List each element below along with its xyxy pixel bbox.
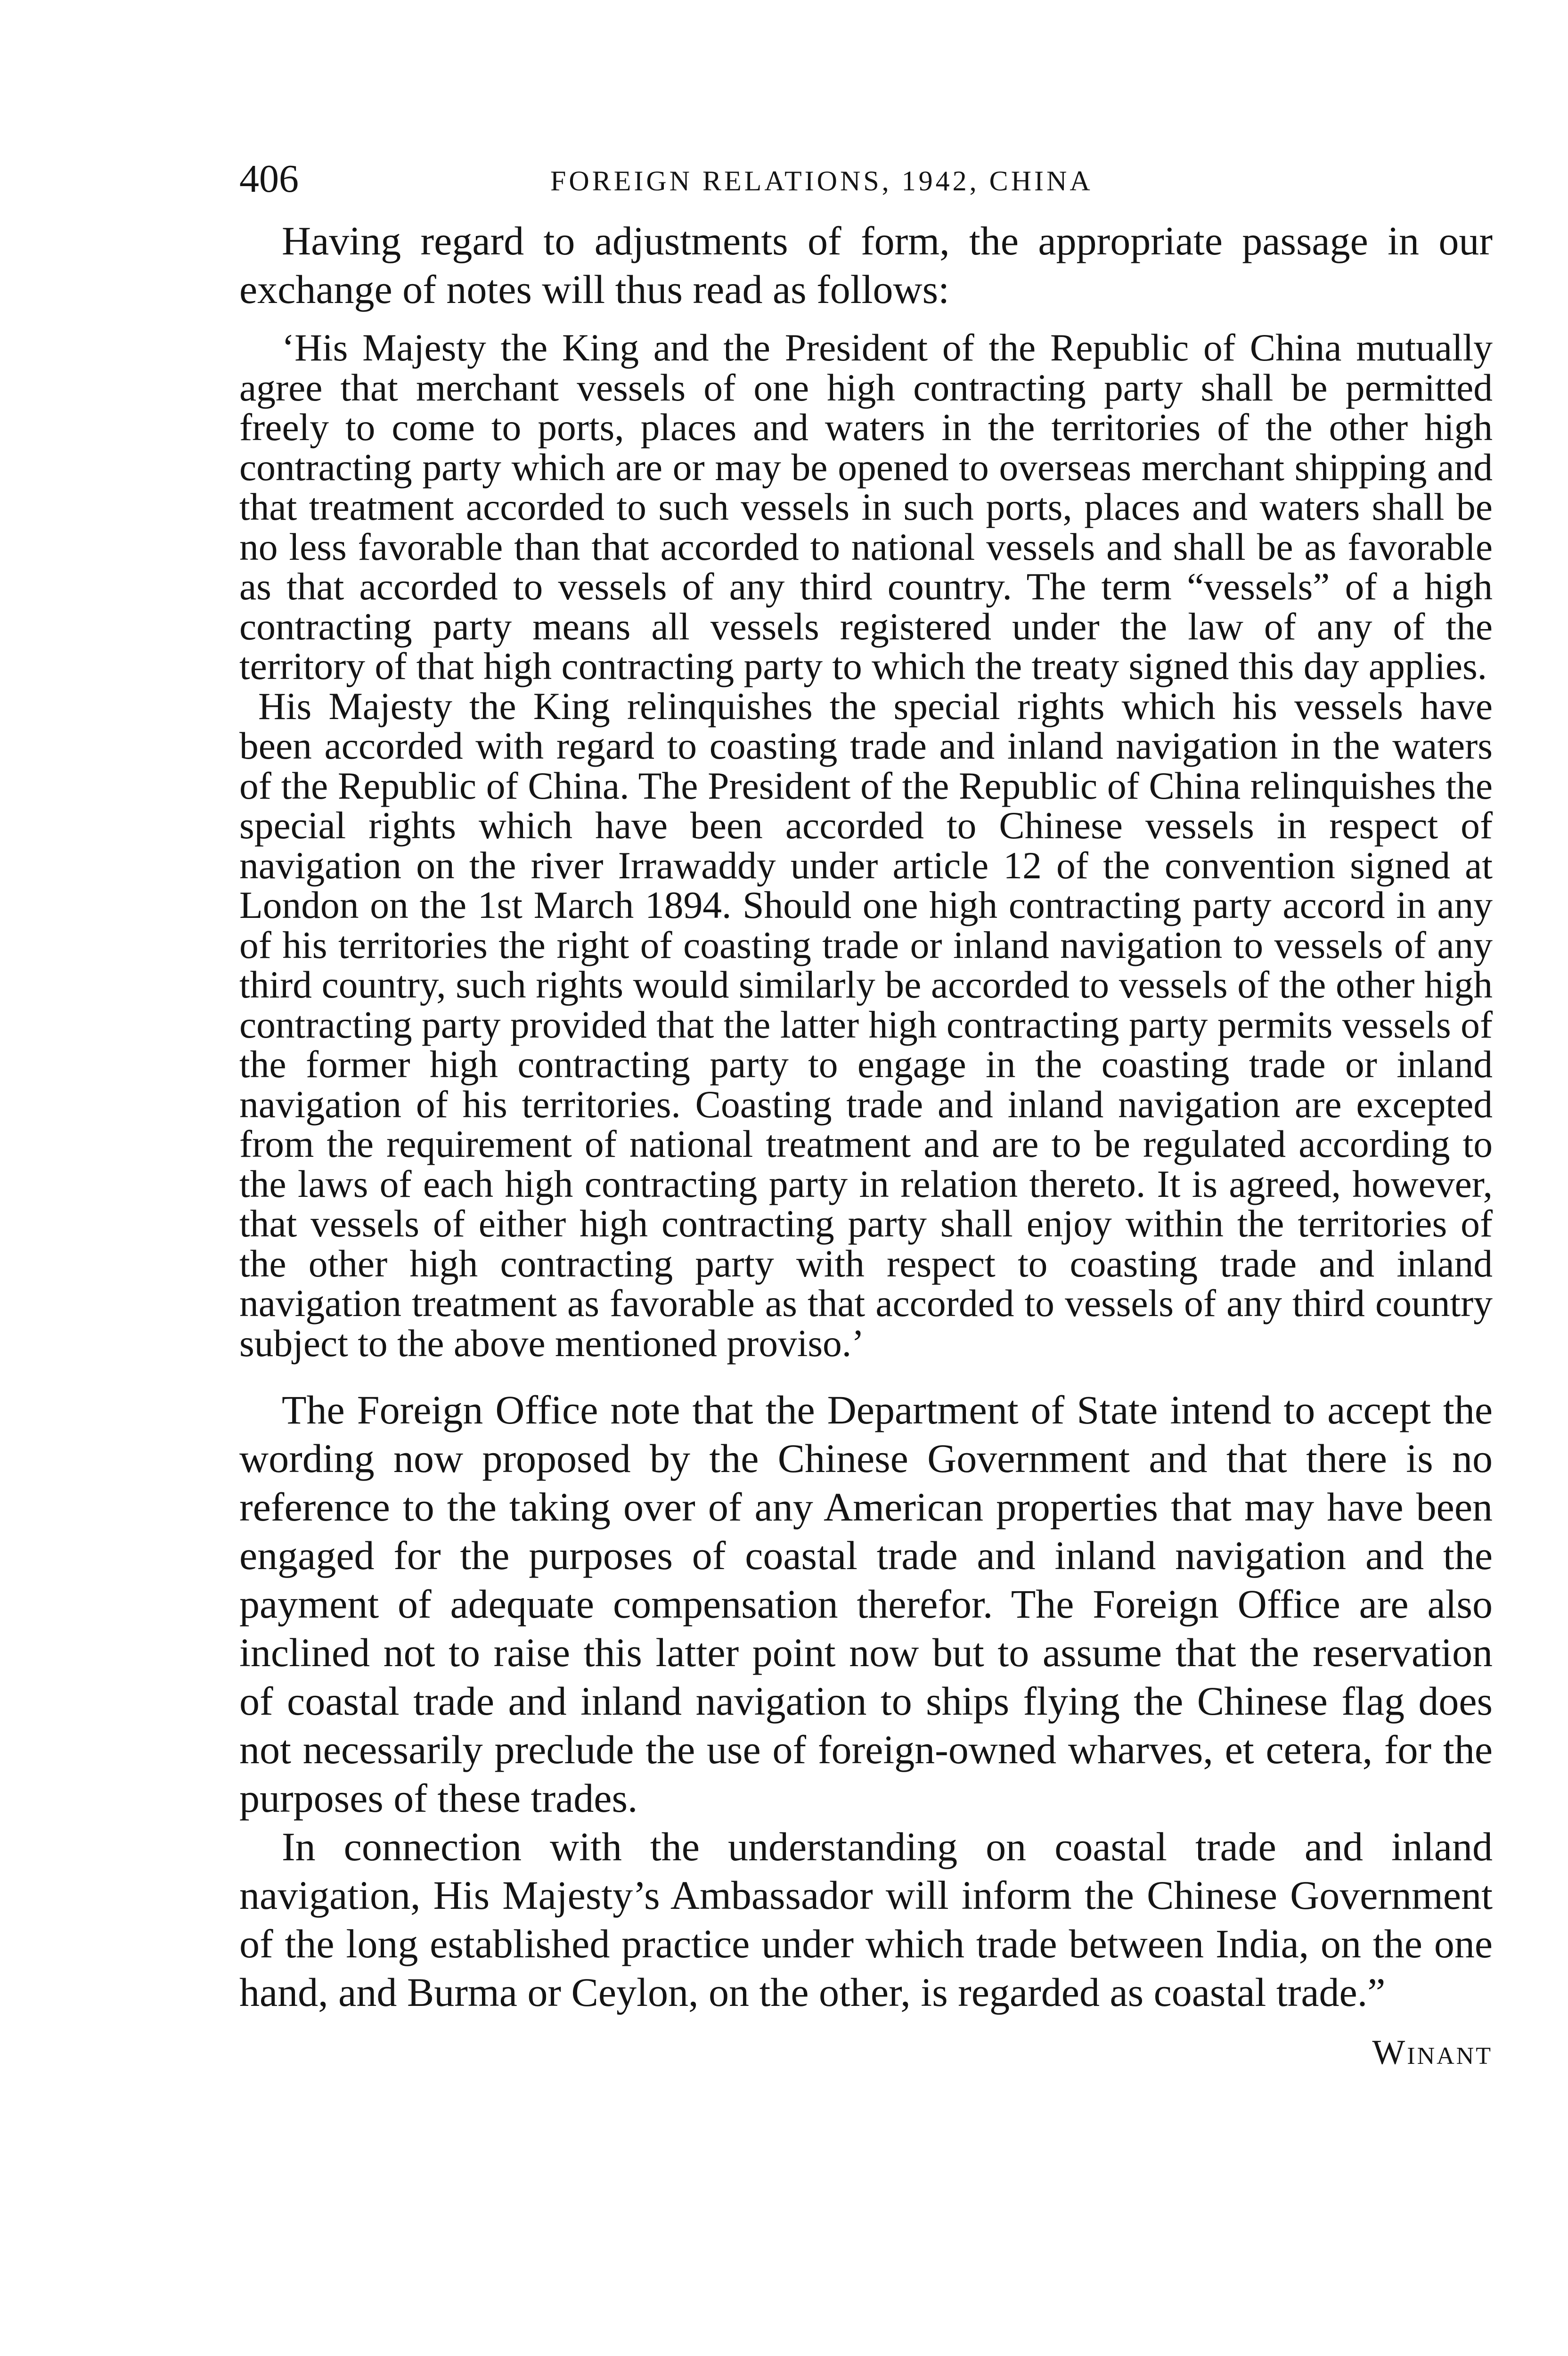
quoted-paragraph-coasting-trade: His Majesty the King relinquishes the special rights which his vessels have been accorded with regard to coasting trade and inland navigation in the waters of the Republic of China. The President of the Republic of China relinquishes the special rights which have been accorded to Chinese vessels in respect of navigation on the river Irrawaddy under article 12 of the convention signed at London on the 1st March 1894. Should one high contracting party accord in any of his territories the right of coasting trade or inland navigation to vessels of any third country, such rights would similarly be accorded to vessels of the other high contracting party provided that the latter high contracting party permits vessels of the former high contracting party to engage in the coasting trade or inland navigation of his territories. Coasting trade and inland navigation are excepted from the requirement of national treatment and are to be regulated according to the laws of each high contracting party in relation thereto. It is agreed, however, that vessels of either high contracting party shall enjoy within the territories of the other high contracting party with respect to coasting trade and inland navigation treatment as favorable as that accorded to vessels of any third country subject to the above mentioned proviso.’ xyxy=(239,684,1493,1365)
running-head xyxy=(239,155,1493,217)
foreign-office-paragraph: The Foreign Office note that the Department of State intend to accept the wording now proposed by the Chinese Government and that there is no reference to the taking over of any American properties that may have been engaged for the purposes of coastal trade and inland navigation and the payment of adequate compensation therefor. The Foreign Office are also inclined not to raise this latter point now but to assume that the reservation of coastal trade and inland navigation to ships flying the Chinese flag does not necessarily preclude the use of foreign-owned wharves, et cetera, for the purposes of these trades. xyxy=(239,1387,1493,1821)
document-page xyxy=(239,155,1493,2076)
quoted-passage xyxy=(239,328,1493,1363)
quoted-paragraph-vessels: ‘His Majesty the King and the President of the Republic of China mutually agree that merchant vessels of one high contracting party shall be permitted freely to come to ports, places and waters in the territories of the other high contracting party which are or may be opened to overseas merchant shipping and that treatment accorded to such vessels in such ports, places and waters shall be no less favorable than that accorded to national vessels and shall be as favorable as that accorded to vessels of any third country. The term “vessels” of a high contracting party means all vessels registered under the law of any of the territory of that high contracting party to which the treaty signed this day applies. xyxy=(239,326,1493,687)
running-title: FOREIGN RELATIONS, 1942, CHINA xyxy=(550,165,1093,196)
coastal-trade-paragraph: In connection with the understanding on coastal trade and inland navigation, His Majesty’s Ambassador will inform the Chinese Government of the long established practice under which trade between India, on the one hand, and Burma or Ceylon, on the other, is regarded as coastal trade.” xyxy=(239,1824,1493,2015)
intro-paragraph: Having regard to adjustments of form, the appropriate passage in our exchange of notes will thus read as follows: xyxy=(239,218,1493,312)
page-number: 406 xyxy=(239,157,299,201)
signature: Winant xyxy=(1372,2033,1493,2072)
